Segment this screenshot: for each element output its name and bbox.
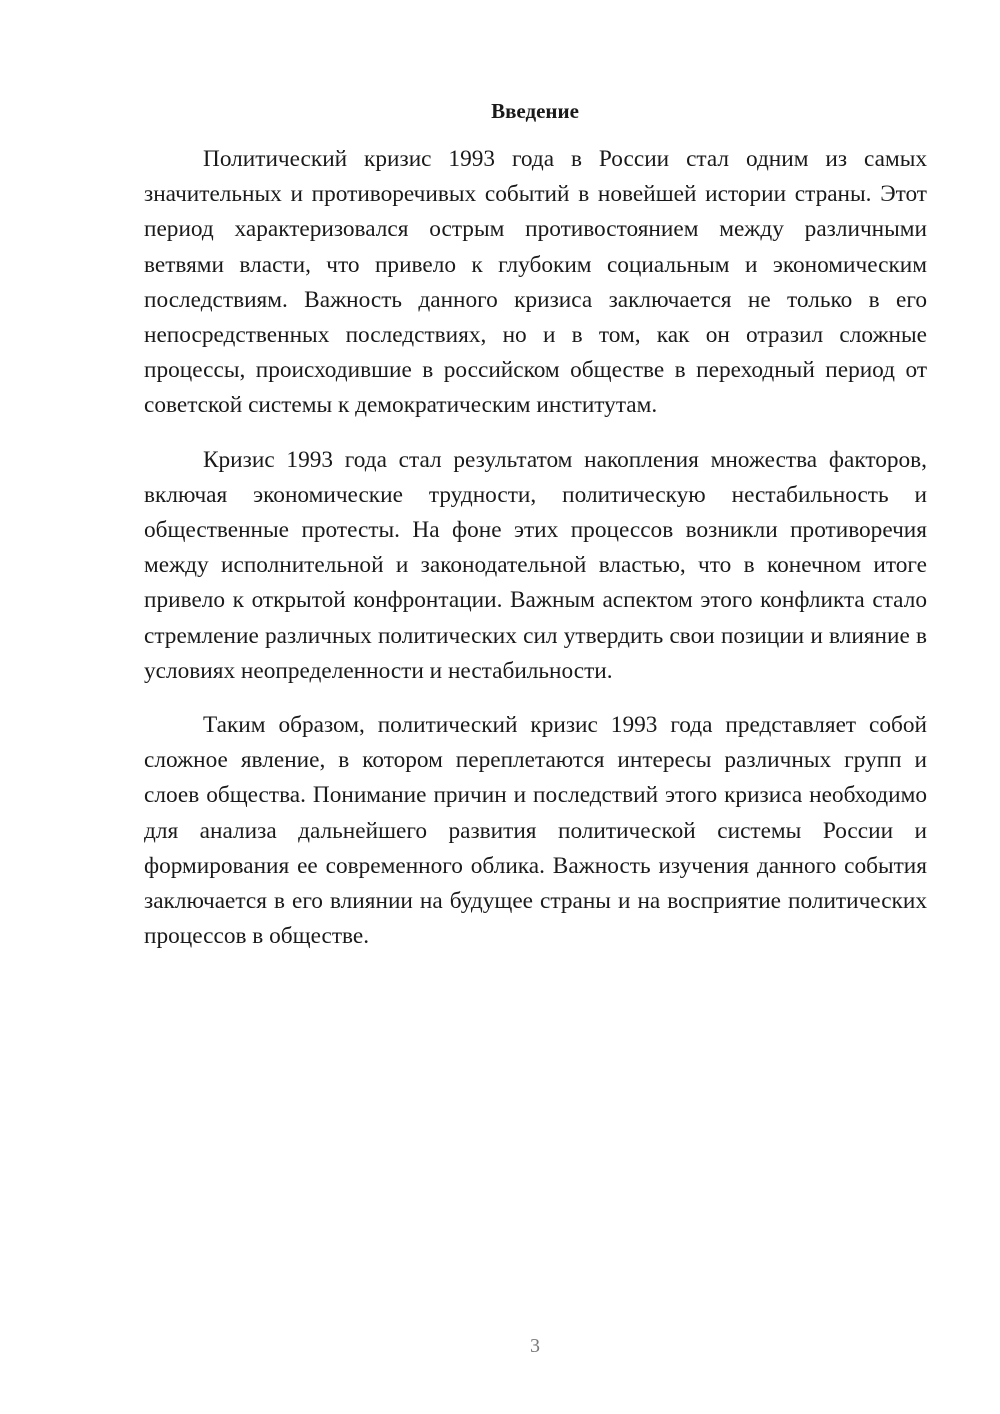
- paragraph-intro: Политический кризис 1993 года в России стал одним из самых значительных и противоречивых событий в новейшей истории страны. Этот период характеризовался острым противостоянием между различными ветвями власти, что привело к глубоким социальным и экономическим последствиям. Важность данного кризиса заключается не только в его непосредственных последствиях, но и в том, как он отразил сложные процессы, происходившие в российском обществе в переходный период от советской системы к демократическим институтам.: [144, 146, 927, 419]
- paragraph-conclusion: Таким образом, политический кризис 1993 года представляет собой сложное явление, в котором переплетаются интересы различных групп и слоев общества. Понимание причин и последствий этого кризиса необходимо для анализа дальнейшего развития политической системы России и формирования ее современного облика. Важность изучения данного события заключается в его влиянии на будущее страны и на восприятие политических процессов в обществе.: [144, 712, 927, 950]
- page-number: 3: [530, 1335, 540, 1357]
- body-text: [144, 142, 927, 973]
- paragraph-causes: Кризис 1993 года стал результатом накопления множества факторов, включая экономические трудности, политическую нестабильность и общественные протесты. На фоне этих процессов возникли противоречия между исполнительной и законодательной властью, что в конечном итоге привело к открытой конфронтации. Важным аспектом этого конфликта стало стремление различных политических сил утвердить свои позиции и влияние в условиях неопределенности и нестабильности.: [144, 446, 927, 684]
- section-heading: Введение: [491, 99, 579, 123]
